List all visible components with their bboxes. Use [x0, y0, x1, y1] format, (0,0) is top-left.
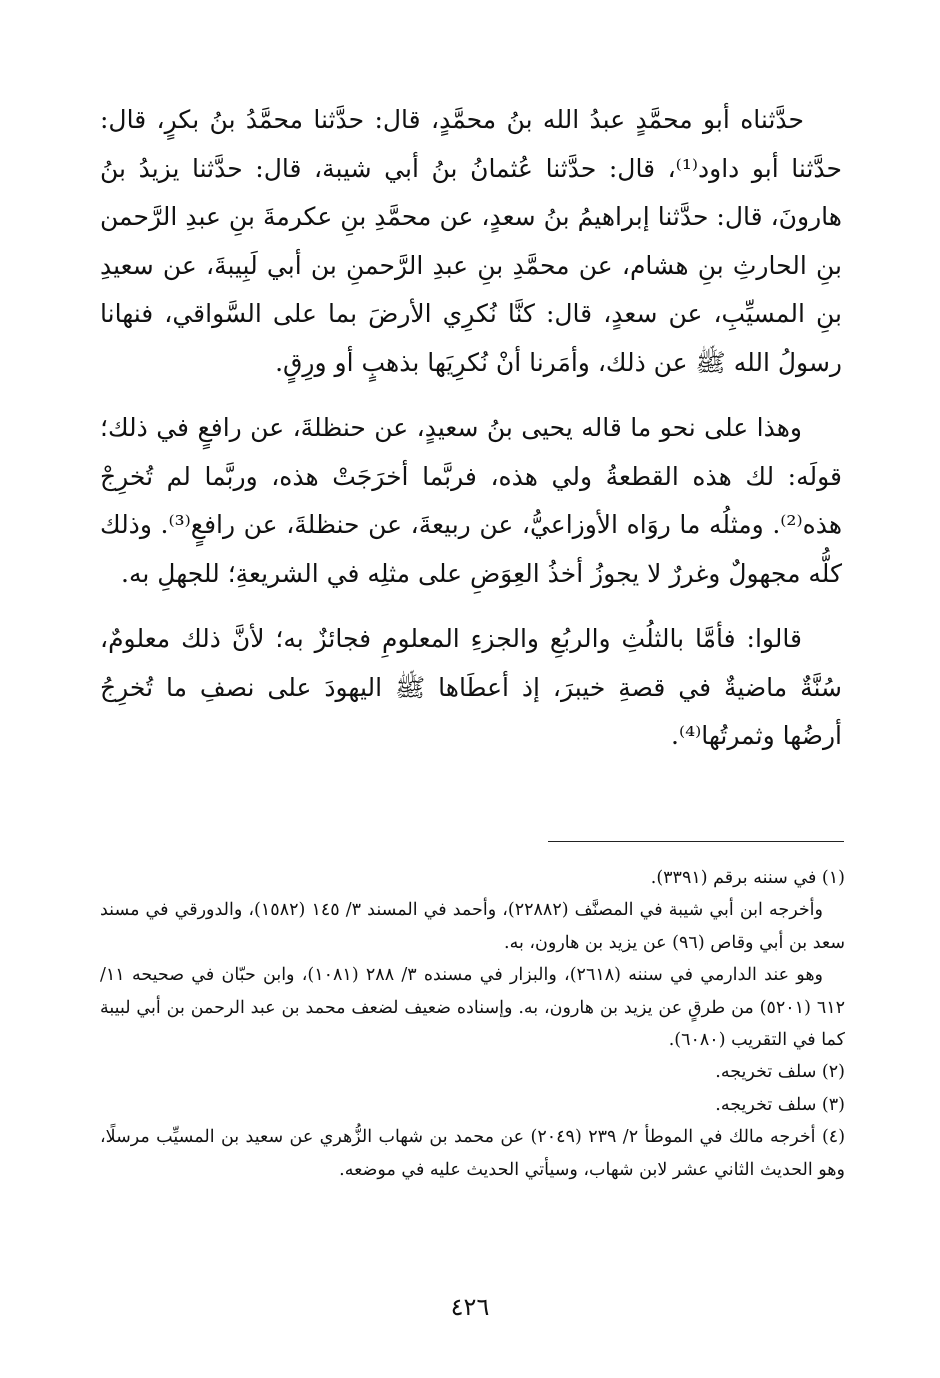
main-paragraph-2: وهذا على نحو ما قاله يحيى بنُ سعيدٍ، عن حنظلةَ، عن رافعٍ في ذلك؛ قولَه: لك هذه القطعةُ ولي هذه، فربَّما أخرَجَتْ هذه، وربَّما لم تُخرِجْ هذه⁽²⁾. ومثلُه ما روَاه الأوزاعيُّ، عن ربيعةَ، عن حنظلةَ، عن رافعٍ⁽³⁾. وذلك كلُّه مجهولٌ وغررٌ لا يجوزُ أخذُ العِوَضِ على مثلِه في الشريعةِ؛ للجهلِ به.	[100, 413, 842, 588]
main-text	[100, 96, 842, 778]
footnote-4: (٤) أخرجه مالك في الموطأ ٢/ ٢٣٩ (٢٠٤٩) عن محمد بن شهاب الزُّهري عن سعيد بن المسيِّب مرسلًا، وهو الحديث الثاني عشر لابن شهاب، وسيأتي الحديث عليه في موضعه.	[100, 1127, 846, 1180]
page-number: ٤٢٦	[450, 1293, 490, 1321]
footnote-1-continuation-b: وهو عند الدارمي في سننه (٢٦١٨)، والبزار في مسنده ٣/ ٢٨٨ (١٠٨١)، وابن حبّان في صحيحه ١١/ ٦١٢ (٥٢٠١) من طرقٍ عن يزيد بن هارون، به. وإسناده ضعيف لضعف محمد بن عبد الرحمن بن أبي لبيبة كما في التقريب (٦٠٨٠).	[100, 965, 846, 1051]
footnotes	[100, 862, 845, 1186]
footnote-1: (١) في سننه برقم (٣٣٩١).	[650, 868, 845, 888]
main-paragraph-3: قالوا: فأمَّا بالثلُثِ والربُعِ والجزءِ المعلومِ فجائزٌ به؛ لأنَّ ذلك معلومٌ، سُنَّةٌ ماضيةٌ في قصةِ خيبرَ، إذ أعطَاها ﷺ اليهودَ على نصفِ ما تُخرِجُ أرضُها وثمرتُها⁽⁴⁾.	[100, 624, 842, 750]
footnote-divider	[548, 841, 844, 842]
main-paragraph-1: حدَّثناه أبو محمَّدٍ عبدُ الله بنُ محمَّدٍ، قال: حدَّثنا محمَّدُ بنُ بكرٍ، قال: حدَّثنا أبو داود⁽¹⁾، قال: حدَّثنا عُثمانُ بنُ أبي شيبة، قال: حدَّثنا يزيدُ بنُ هارونَ، قال: حدَّثنا إبراهيمُ بنُ سعدٍ، عن محمَّدِ بنِ عكرمةَ بنِ عبدِ الرَّحمن بنِ الحارثِ بنِ هشام، عن محمَّدِ بنِ عبدِ الرَّحمنِ بن أبي لَبِيبةَ، عن سعيدِ بنِ المسيِّبِ، عن سعدٍ، قال: كنَّا نُكرِي الأرضَ بما على السَّواقي، فنهانا رسولُ الله ﷺ عن ذلك، وأمَرنا أنْ نُكرِيَها بذهبٍ أو ورِقٍ.	[100, 105, 842, 377]
footnote-1-continuation-a: وأخرجه ابن أبي شيبة في المصنَّف (٢٢٨٨٢)، وأحمد في المسند ٣/ ١٤٥ (١٥٨٢)، والدورقي في مسند سعد بن أبي وقاص (٩٦) عن يزيد بن هارون، به.	[100, 900, 845, 953]
footnote-2: (٢) سلف تخريجه.	[715, 1062, 845, 1083]
footnote-3: (٣) سلف تخريجه.	[715, 1094, 845, 1115]
